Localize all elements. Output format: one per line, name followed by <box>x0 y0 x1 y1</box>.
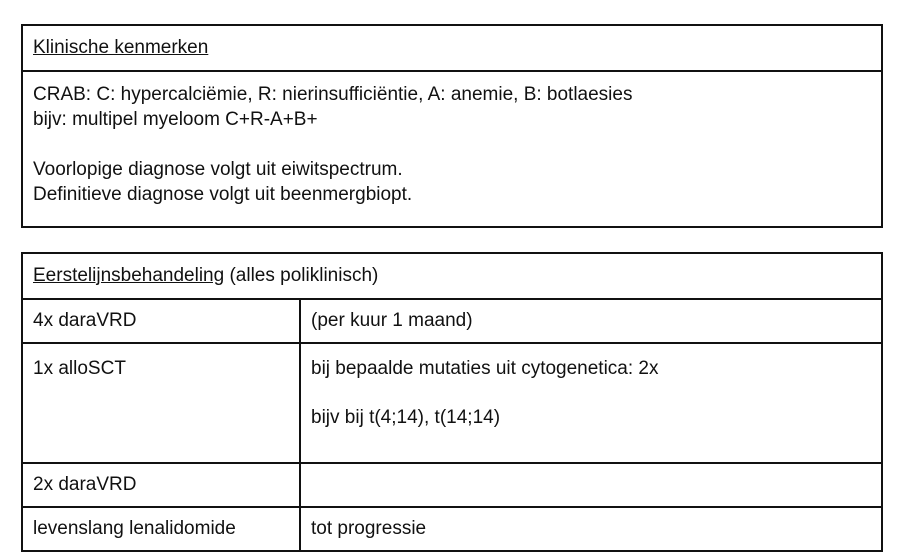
treatment-title-suffix: (alles poliklinisch) <box>224 265 379 286</box>
treatment-step: levenslang lenalidomide <box>22 507 300 551</box>
treatment-note <box>300 463 882 507</box>
clinical-header-cell <box>22 25 882 71</box>
treatment-step: 1x alloSCT <box>22 343 300 463</box>
definitive-diagnosis-line: Definitieve diagnose volgt uit beenmergbiopt. <box>33 184 413 205</box>
treatment-title: Eerstelijnsbehandeling <box>33 265 225 286</box>
treatment-note: bij bepaalde mutaties uit cytogenetica: 2x <box>311 358 659 379</box>
treatment-note: tot progressie <box>300 507 882 551</box>
treatment-step: 4x daraVRD <box>22 299 300 343</box>
treatment-step: 2x daraVRD <box>22 463 300 507</box>
clinical-title: Klinische kenmerken <box>33 37 209 58</box>
table-row <box>22 463 882 507</box>
treatment-header-row <box>22 253 882 299</box>
table-row <box>22 299 882 343</box>
treatment-table <box>21 252 883 552</box>
provisional-diagnosis-line: Voorlopige diagnose volgt uit eiwitspectrum. <box>33 159 403 180</box>
clinical-body-row <box>22 71 882 227</box>
example-line: bijv: multipel myeloom C+R-A+B+ <box>33 109 318 130</box>
table-row <box>22 343 882 463</box>
clinical-features-table <box>21 24 883 228</box>
clinical-header-row <box>22 25 882 71</box>
treatment-note: (per kuur 1 maand) <box>300 299 882 343</box>
treatment-note-cell <box>300 343 882 463</box>
treatment-note-example: bijv bij t(4;14), t(14;14) <box>311 407 501 428</box>
spacer <box>33 132 871 157</box>
table-row <box>22 507 882 551</box>
treatment-header-cell <box>22 253 882 299</box>
crab-line: CRAB: C: hypercalciëmie, R: nierinsufficiëntie, A: anemie, B: botlaesies <box>33 84 633 105</box>
clinical-body-cell <box>22 71 882 227</box>
